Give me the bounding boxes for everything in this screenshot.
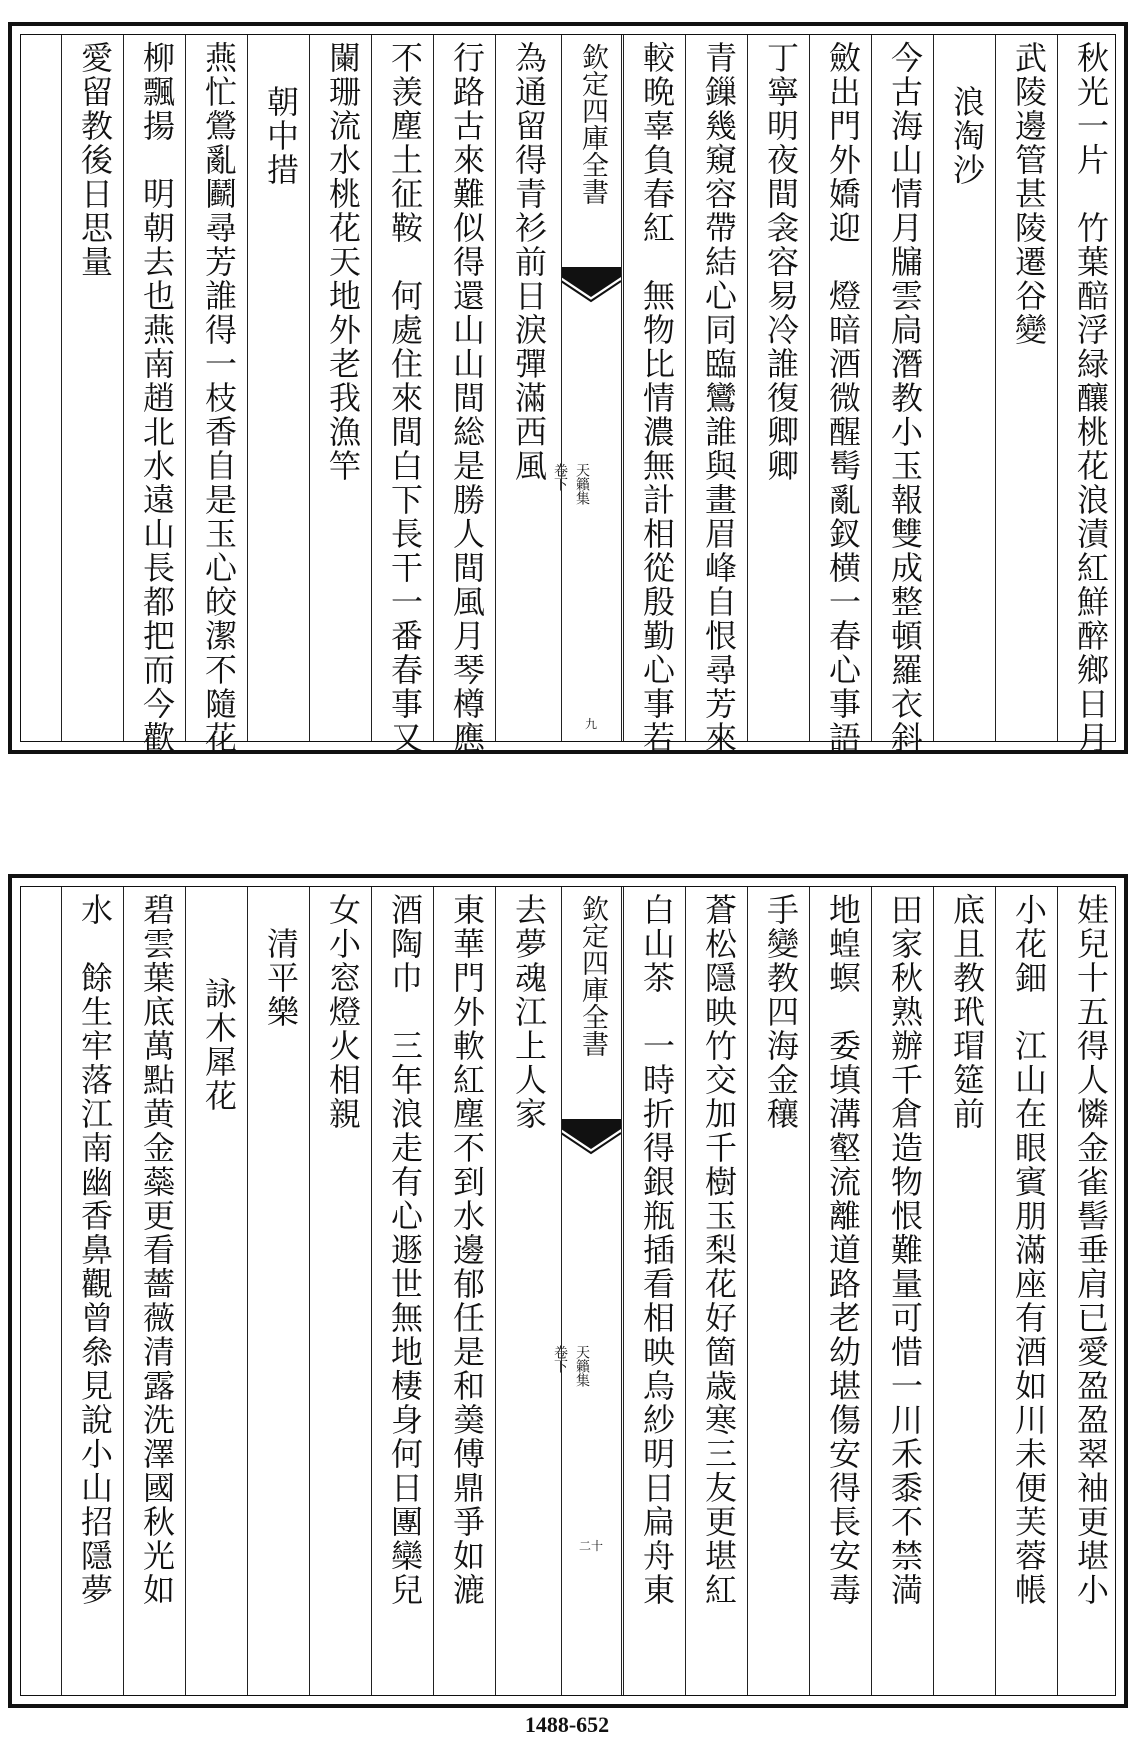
text-column: 燕忙鶯亂鬬尋芳誰得一枝香自是玉心皎潔不隨花 (200, 41, 238, 755)
text-column: 丁寧明夜間衾容易冷誰復卿卿 (762, 41, 800, 483)
text-column: 秋光一片 竹葉醅浮緑釀桃花浪漬紅鮮醉鄉日月 (1072, 41, 1110, 755)
text-column: 底且教玳瑁筵前 (948, 893, 986, 1131)
text-column: 白山茶 一時折得銀瓶插看相映烏紗明日扁舟東 (638, 893, 676, 1607)
text-column: 水 餘生牢落江南幽香鼻觀曾叅見說小山招隱夢 (76, 893, 114, 1607)
text-column: 為通留得青衫前日淚彈滿西風 (510, 41, 548, 483)
text-column: 行路古來難似得還山山間総是勝人間風月琴樽應 (448, 41, 486, 755)
center-subtitle (552, 335, 615, 505)
text-column: 女小窓燈火相親 (324, 893, 362, 1131)
text-column: 手變教四海金穰 (762, 893, 800, 1131)
text-column: 小花鈿 江山在眼賓朋滿座有酒如川未便芙蓉帳 (1010, 893, 1048, 1607)
text-column: 地蝗螟 委填溝壑流離道路老幼堪傷安得長安毒 (824, 893, 862, 1607)
text-column: 不羡塵土征鞍 何處住來間白下長干一番春事又 (386, 41, 424, 755)
volume-label: 卷下 (552, 1345, 568, 1373)
text-column: 東華門外軟紅塵不到水邊郁任是和羮傅鼎爭如漉 (448, 893, 486, 1607)
center-fold (552, 887, 621, 1695)
fishtail-mark (561, 1119, 621, 1159)
bottom-page-frame (20, 886, 1116, 1696)
text-column: 武陵邊管甚陵遷谷變 (1010, 41, 1048, 347)
section-heading: 朝中措 (262, 85, 300, 187)
text-column: 愛留教後日思量 (76, 41, 114, 279)
center-title: 欽定四庫全書 (577, 895, 608, 1057)
text-column: 娃兒十五得人憐金雀髻垂肩已愛盈盈翠袖更堪小 (1072, 893, 1110, 1607)
text-column: 田家秋熟辦千倉造物恨難量可惜一川禾黍不禁満 (886, 893, 924, 1607)
page-number: 二十 (578, 1539, 603, 1553)
section-heading: 浪淘沙 (948, 85, 986, 187)
section-heading: 清平樂 (262, 927, 300, 1029)
text-column: 去夢魂江上人家 (510, 893, 548, 1131)
text-column: 今古海山情月牖雲扃潛教小玉報雙成整頓羅衣斜 (886, 41, 924, 755)
collection-title: 天籟集 (574, 463, 590, 505)
center-subtitle (552, 1217, 615, 1387)
page-number: 九 (584, 717, 597, 731)
text-column: 蒼松隱映竹交加千樹玉梨花好箇歳寒三友更堪紅 (700, 893, 738, 1607)
page-footer-number: 1488-652 (524, 1712, 610, 1737)
text-column: 碧雲葉底萬點黄金蘂更看薔薇清露洗澤國秋光如 (138, 893, 176, 1607)
text-column: 酒陶巾 三年浪走有心遯世無地棲身何日團欒兒 (386, 893, 424, 1607)
text-column: 柳飄揚 明朝去也燕南趙北水遠山長都把而今歡 (138, 41, 176, 755)
top-page (8, 22, 1128, 754)
text-column: 斂出門外嬌迎 燈暗酒微醒髩亂釵横一春心事語 (824, 41, 862, 755)
bottom-page (8, 874, 1128, 1708)
volume-label: 卷下 (552, 463, 568, 491)
text-column: 闌珊流水桃花天地外老我漁竿 (324, 41, 362, 483)
center-fold (552, 35, 621, 741)
text-column: 青鏁幾窺容帶結心同臨鸞誰與畫眉峰自恨尋芳來 (700, 41, 738, 755)
top-page-frame (20, 34, 1116, 755)
fishtail-mark (561, 267, 621, 307)
text-column: 較晩辜負春紅 無物比情濃無計相從殷勤心事若 (638, 41, 676, 755)
center-title: 欽定四庫全書 (577, 43, 608, 205)
section-subheading: 詠木犀花 (200, 977, 238, 1113)
collection-title: 天籟集 (574, 1345, 590, 1387)
